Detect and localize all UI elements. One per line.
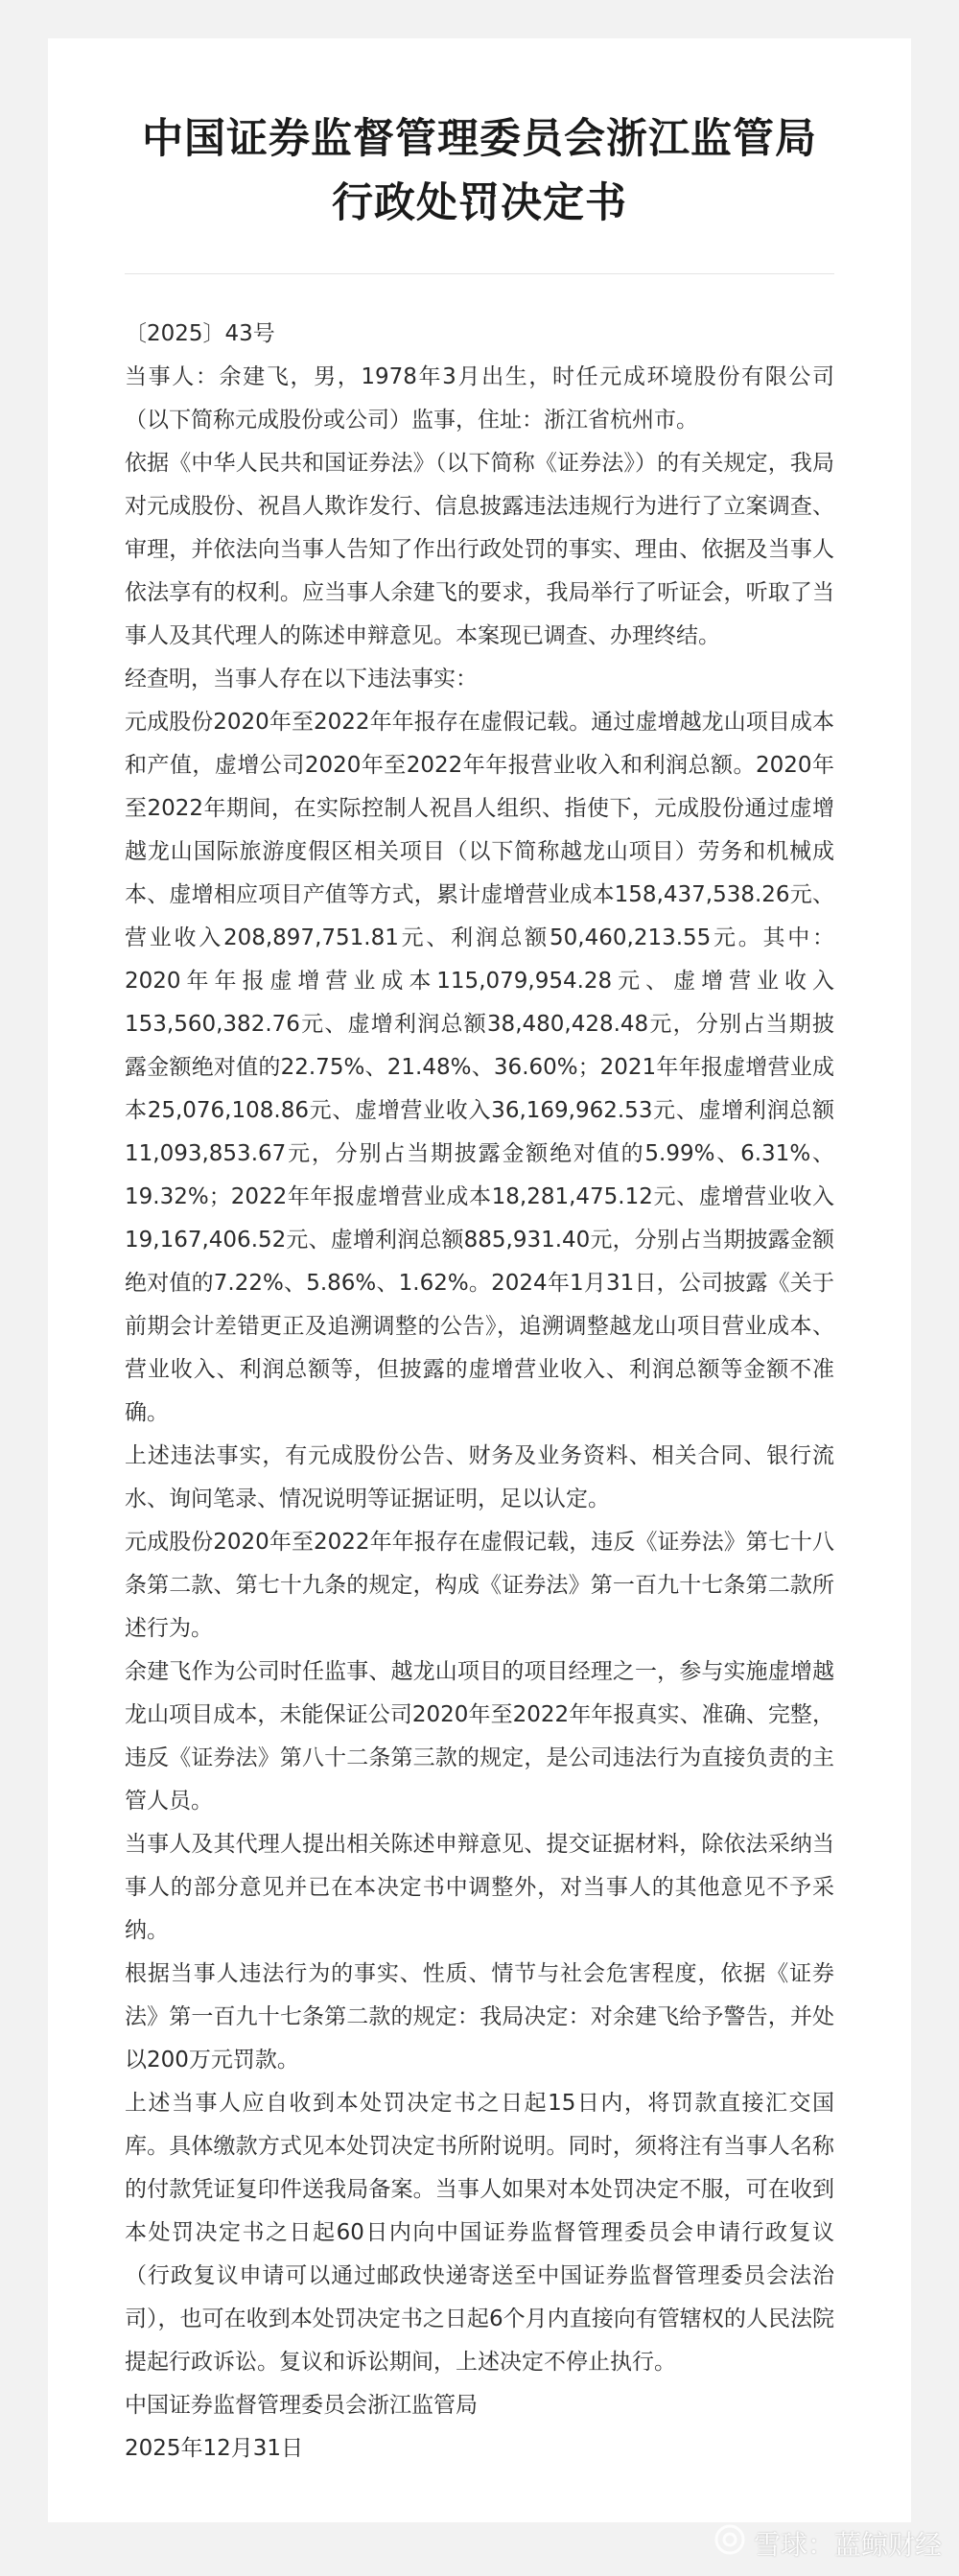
document-body [125, 313, 834, 2471]
paragraph-defense: 当事人及其代理人提出相关陈述申辩意见、提交证据材料，除依法采纳当事人的部分意见并已在本决定书中调整外，对当事人的其他意见不予采纳。 [125, 1832, 834, 1944]
issue-date: 2025年12月31日 [125, 2436, 304, 2462]
issuer-signature: 中国证券监督管理委员会浙江监管局 [125, 2393, 478, 2419]
title-divider [125, 273, 834, 274]
document-card [48, 38, 911, 2522]
watermark-text: 雪球：蓝鲸财经 [753, 2528, 942, 2561]
watermark [713, 2523, 942, 2563]
paragraph-findings-intro: 经查明，当事人存在以下违法事实： [125, 667, 478, 692]
document-title [125, 107, 834, 235]
title-line-1: 中国证券监督管理委员会浙江监管局 [142, 115, 817, 163]
paragraph-evidence: 上述违法事实，有元成股份公告、财务及业务资料、相关合同、银行流水、询问笔录、情况说明等证据证明，足以认定。 [125, 1443, 834, 1512]
paragraph-responsibility: 余建飞作为公司时任监事、越龙山项目的项目经理之一，参与实施虚增越龙山项目成本，未能保证公司2020年至2022年年报真实、准确、完整，违反《证券法》第八十二条第三款的规定，是公司违法行为直接负责的主管人员。 [125, 1659, 834, 1815]
title-line-2: 行政处罚决定书 [332, 178, 627, 227]
paragraph-violation: 元成股份2020年至2022年年报存在虚假记载，违反《证券法》第七十八条第二款、第七十九条的规定，构成《证券法》第一百九十七条第二款所述行为。 [125, 1530, 834, 1642]
paragraph-party: 当事人：余建飞，男，1978年3月出生，时任元成环境股份有限公司（以下简称元成股份或公司）监事，住址：浙江省杭州市。 [125, 364, 834, 433]
paragraph-payment: 上述当事人应自收到本处罚决定书之日起15日内，将罚款直接汇交国库。具体缴款方式见本处罚决定书所附说明。同时，须将注有当事人名称的付款凭证复印件送我局备案。当事人如果对本处罚决定不服，可在收到本处罚决定书之日起60日内向中国证券监督管理委员会申请行政复议（行政复议申请可以通过邮政快递寄送至中国证券监督管理委员会法治司），也可在收到本处罚决定书之日起6个月内直接向有管辖权的人民法院提起行政诉讼。复议和诉讼期间，上述决定不停止执行。 [125, 2091, 834, 2376]
document-number: 〔2025〕43号 [125, 321, 275, 347]
paragraph-decision: 根据当事人违法行为的事实、性质、情节与社会危害程度，依据《证券法》第一百九十七条第二款的规定：我局决定：对余建飞给予警告，并处以200万元罚款。 [125, 1961, 834, 2073]
snowball-logo-icon [713, 2523, 746, 2563]
paragraph-facts: 元成股份2020年至2022年年报存在虚假记载。通过虚增越龙山项目成本和产值，虚增公司2020年至2022年年报营业收入和利润总额。2020年至2022年期间，在实际控制人祝昌人组织、指使下，元成股份通过虚增越龙山国际旅游度假区相关项目（以下简称越龙山项目）劳务和机械成本、虚增相应项目产值等方式，累计虚增营业成本158,437,538.26元、营业收入208,897,751.81元、利润总额50,460,213.55元。其中：2020年年报虚增营业成本115,079,954.28元、虚增营业收入153,560,382.76元、虚增利润总额38,480,428.48元，分别占当期披露金额绝对值的22.75%、21.48%、36.60%；2021年年报虚增营业成本25,076,108.86元、虚增营业收入36,169,962.53元、虚增利润总额11,093,853.67元，分别占当期披露金额绝对值的5.99%、6.31%、19.32%；2022年年报虚增营业成本18,281,475.12元、虚增营业收入19,167,406.52元、虚增利润总额885,931.40元，分别占当期披露金额绝对值的7.22%、5.86%、1.62%。2024年1月31日，公司披露《关于前期会计差错更正及追溯调整的公告》，追溯调整越龙山项目营业成本、营业收入、利润总额等，但披露的虚增营业收入、利润总额等金额不准确。 [125, 710, 834, 1426]
paragraph-basis: 依据《中华人民共和国证券法》（以下简称《证券法》）的有关规定，我局对元成股份、祝昌人欺诈发行、信息披露违法违规行为进行了立案调查、审理，并依法向当事人告知了作出行政处罚的事实、理由、依据及当事人依法享有的权利。应当事人余建飞的要求，我局举行了听证会，听取了当事人及其代理人的陈述申辩意见。本案现已调查、办理终结。 [125, 451, 834, 649]
